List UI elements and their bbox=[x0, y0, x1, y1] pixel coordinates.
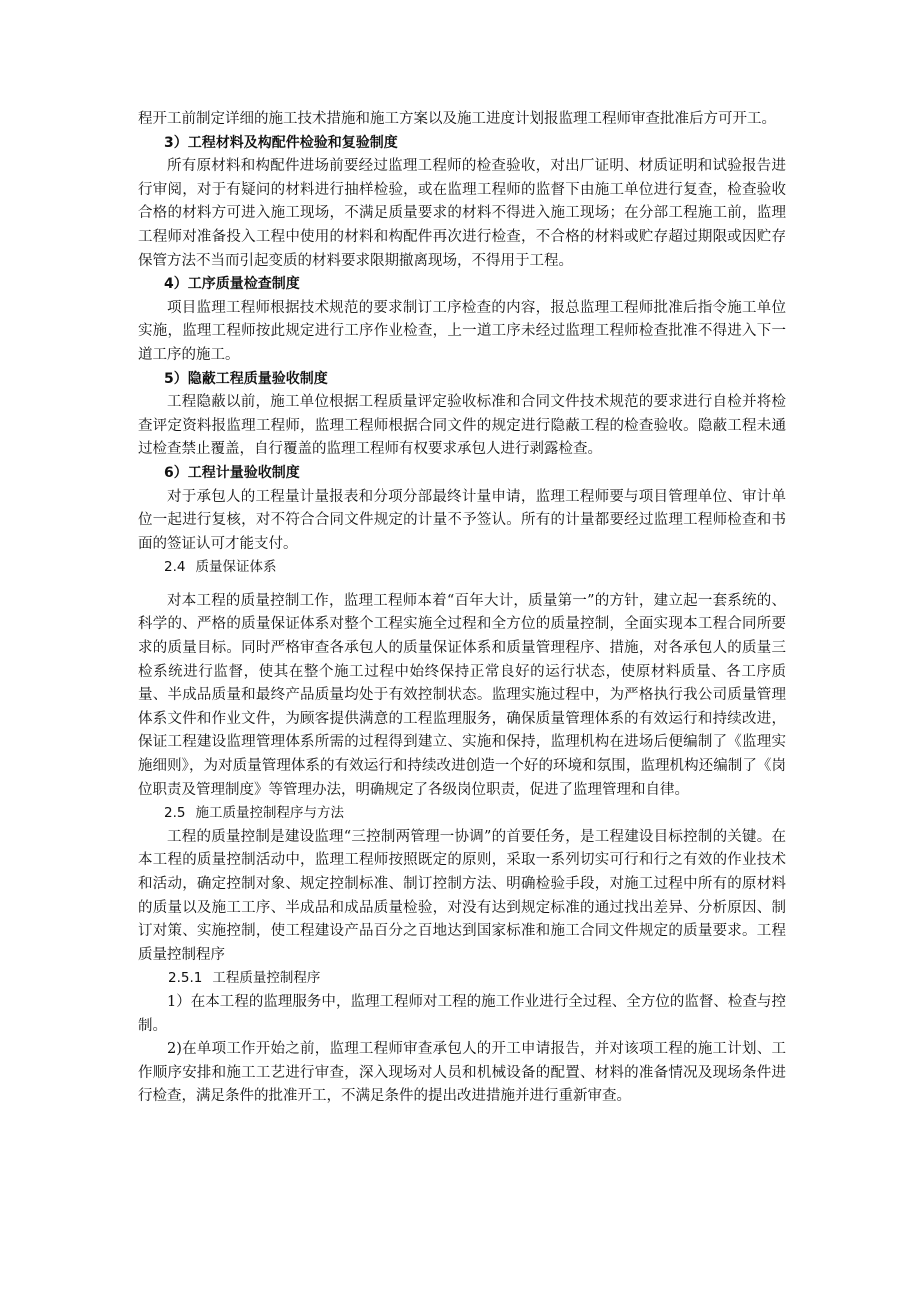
section-heading-2-5-1 bbox=[138, 967, 786, 991]
heading-concealed-works: 5）隐蔽工程质量验收制度 bbox=[164, 370, 328, 387]
paragraph-material-inspection: 所有原材料和构配件进场前要经过监理工程师的检查验收，对出厂证明、材质证明和试验报告进行审阅，对于有疑问的材料进行抽样检验，或在监理工程师的监督下由施工单位进行复查，检查验收合格的材料方可进入施工现场，不满足质量要求的材料不得进入施工现场；在分部工程施工前，监理工程师对准备投入工程中使用的材料和构配件再次进行检查，不合格的材料或贮存超过期限或因贮存保管方法不当而引起变质的材料要求限期撤离现场，不得用于工程。 bbox=[138, 158, 786, 269]
paragraph-measurement-acceptance: 对于承包人的工程量计量报表和分项分部最终计量申请，监理工程师要与项目管理单位、审计单位一起进行复核，对不符合合同文件规定的计量不予签认。所有的计量都要经过监理工程师检查和书面的签证认可才能支付。 bbox=[138, 488, 786, 552]
section-title: 工程质量控制程序 bbox=[212, 970, 321, 987]
list-item-1: 1）在本工程的监理服务中，监理工程师对工程的施工作业进行全过程、全方位的监督、检查与控制。 bbox=[138, 993, 786, 1034]
heading-process-quality-check: 4）工序质量检查制度 bbox=[164, 276, 300, 293]
section-number: 2.4 bbox=[164, 559, 186, 576]
paragraph-concealed-works: 工程隐蔽以前，施工单位根据工程质量评定验收标准和合同文件技术规范的要求进行自检并将检查评定资料报监理工程师，监理工程师根据合同文件的规定进行隐蔽工程的检查验收。隐蔽工程未通过检查禁止覆盖，自行覆盖的监理工程师有权要求承包人进行剥露检查。 bbox=[138, 394, 786, 458]
section-number: 2.5.1 bbox=[168, 970, 203, 987]
heading-measurement-acceptance: 6）工程计量验收制度 bbox=[164, 464, 300, 481]
paragraph-quality-control-procedure: 工程的质量控制是建设监理“三控制两管理一协调”的首要任务，是工程建设目标控制的关键。在本工程的质量控制活动中，监理工程师按照既定的原则，采取一系列切实可行和行之有效的作业技术和活动，确定控制对象、规定控制标准、制订控制方法、明确检验手段，对施工过程中所有的原材料的质量以及施工工序、半成品和成品质量检验，对没有达到规定标准的通过找出差异、分析原因、制订对策、实施控制，使工程建设产品百分之百地达到国家标准和施工合同文件规定的质量要求。工程质量控制程序 bbox=[138, 828, 786, 963]
section-heading-2-4 bbox=[138, 556, 786, 580]
section-heading-2-5 bbox=[138, 802, 786, 826]
paragraph-quality-assurance-system: 对本工程的质量控制工作，监理工程师本着“百年大计，质量第一”的方针，建立起一套系统的、科学的、严格的质量保证体系对整个工程实施全过程和全方位的质量控制，全面实现本工程合同所要求的质量目标。同时严格审查各承包人的质量保证体系和质量管理程序、措施，对各承包人的质量三检系统进行监督，使其在整个施工过程中始终保持正常良好的运行状态，使原材料质量、各工序质量、半成品质量和最终产品质量均处于有效控制状态。监理实施过程中，为严格执行我公司质量管理体系文件和作业文件，为顾客提供满意的工程监理服务，确保质量管理体系的有效运行和持续改进，保证工程建设监理管理体系所需的过程得到建立、实施和保持，监理机构在进场后便编制了《监理实施细则》，为对质量管理体系的有效运行和持续改进创造一个好的环境和氛围，监理机构还编制了《岗位职责及管理制度》等管理办法，明确规定了各级岗位职责，促进了监理管理和自律。 bbox=[138, 592, 786, 798]
paragraph-continuation: 程开工前制定详细的施工技术措施和施工方案以及施工进度计划报监理工程师审查批准后方可开工。 bbox=[138, 111, 776, 127]
document-body bbox=[138, 108, 786, 1109]
section-title: 质量保证体系 bbox=[195, 559, 277, 576]
list-item-2: 2)在单项工作开始之前，监理工程师审查承包人的开工申请报告，并对该项工程的施工计划、工作顺序安排和施工工艺进行审查，深入现场对人员和机械设备的配置、材料的准备情况及现场条件进行检查，满足条件的批准开工，不满足条件的提出改进措施并进行重新审查。 bbox=[138, 1041, 786, 1105]
section-title: 施工质量控制程序与方法 bbox=[195, 805, 344, 822]
heading-material-inspection: 3）工程材料及构配件检验和复验制度 bbox=[164, 134, 398, 151]
paragraph-process-quality-check: 项目监理工程师根据技术规范的要求制订工序检查的内容，报总监理工程师批准后指令施工单位实施，监理工程师按此规定进行工序作业检查，上一道工序未经过监理工程师检查批准不得进入下一道工序的施工。 bbox=[138, 299, 786, 363]
section-number: 2.5 bbox=[164, 805, 186, 822]
